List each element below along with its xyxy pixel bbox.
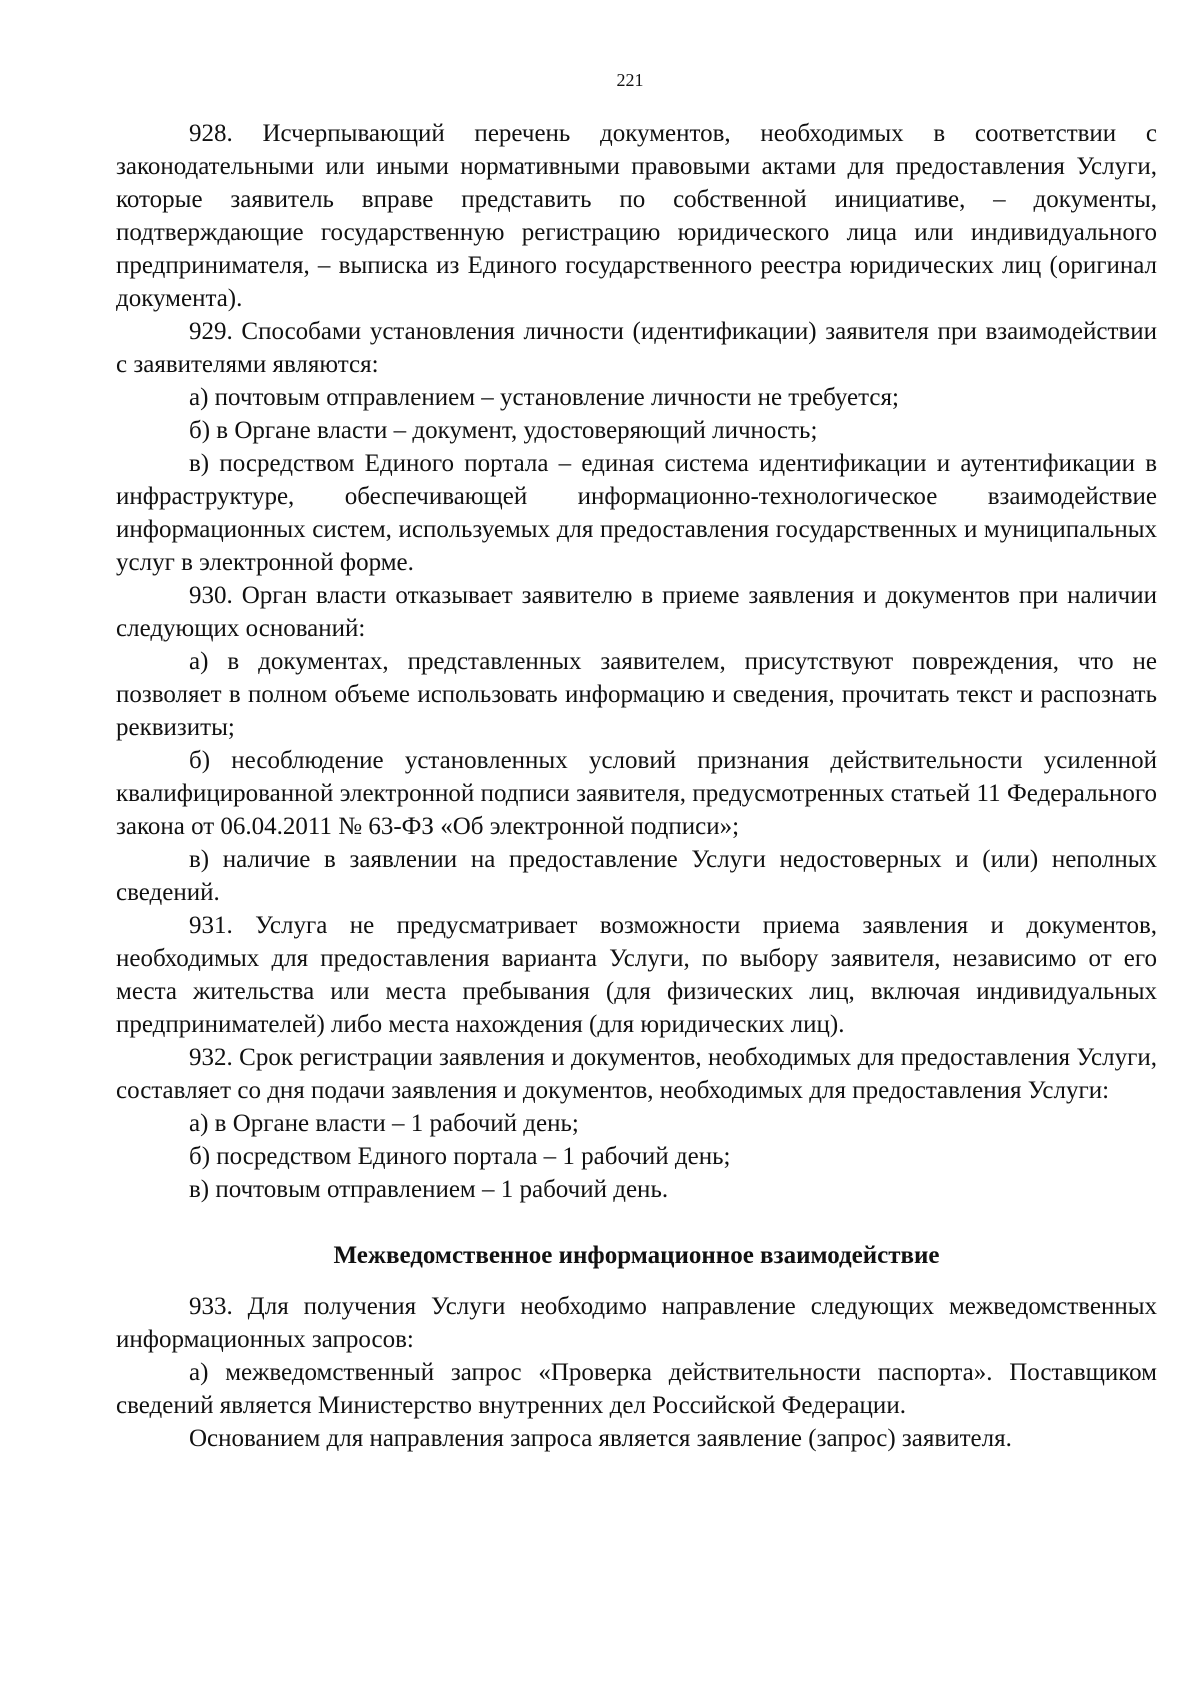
paragraph-930: 930. Орган власти отказывает заявителю в приеме заявления и документов при наличии следующих оснований: [116,582,1157,642]
paragraph-931: 931. Услуга не предусматривает возможности приема заявления и документов, необходимых для предоставления варианта Услуги, по выбору заявителя, независимо от его места жительства или места пребывания (для физических лиц, включая индивидуальных предпринимателей) либо места нахождения (для юридических лиц). [116,912,1157,1038]
paragraph-929-a: а) почтовым отправлением – установление личности не требуется; [189,384,899,411]
paragraph-930-a: а) в документах, представленных заявителем, присутствуют повреждения, что не позволяет в полном объеме использовать информацию и сведения, прочитать текст и распознать реквизиты; [116,648,1157,741]
paragraph-929-v: в) посредством Единого портала – единая система идентификации и аутентификации в инфраструктуре, обеспечивающей информационно-технологическое взаимодействие информационных систем, используемых для предоставления государственных и муниципальных услуг в электронной форме. [116,450,1157,576]
paragraph-933-a: а) межведомственный запрос «Проверка действительности паспорта». Поставщиком сведений является Министерство внутренних дел Российской Федерации. [116,1359,1157,1419]
paragraph-932: 932. Срок регистрации заявления и документов, необходимых для предоставления Услуги, составляет со дня подачи заявления и документов, необходимых для предоставления Услуги: [116,1044,1157,1104]
paragraph-929-b: б) в Органе власти – документ, удостоверяющий личность; [189,417,818,444]
paragraph-933: 933. Для получения Услуги необходимо направление следующих межведомственных информационных запросов: [116,1293,1157,1353]
paragraph-933-basis: Основанием для направления запроса является заявление (запрос) заявителя. [189,1425,1012,1452]
paragraph-932-a: а) в Органе власти – 1 рабочий день; [189,1110,579,1137]
paragraph-928: 928. Исчерпывающий перечень документов, необходимых в соответствии с законодательными или иными нормативными правовыми актами для предоставления Услуги, которые заявитель вправе представить по собственной инициативе, – документы, подтверждающие государственную регистрацию юридического лица или индивидуального предпринимателя, – выписка из Единого государственного реестра юридических лиц (оригинал документа). [116,120,1157,312]
document-body [116,117,1157,1455]
paragraph-932-b: б) посредством Единого портала – 1 рабочий день; [189,1143,731,1170]
paragraph-929: 929. Способами установления личности (идентификации) заявителя при взаимодействии с заявителями являются: [116,318,1157,378]
paragraph-930-v: в) наличие в заявлении на предоставление Услуги недостоверных и (или) неполных сведений. [116,846,1157,906]
section-heading: Межведомственное информационное взаимодействие [333,1242,940,1269]
paragraph-930-b: б) несоблюдение установленных условий признания действительности усиленной квалифицированной электронной подписи заявителя, предусмотренных статьей 11 Федерального закона от 06.04.2011 № 63-ФЗ «Об электронной подписи»; [116,747,1157,840]
page-number: 221 [616,70,644,90]
paragraph-932-v: в) почтовым отправлением – 1 рабочий день. [189,1176,669,1203]
